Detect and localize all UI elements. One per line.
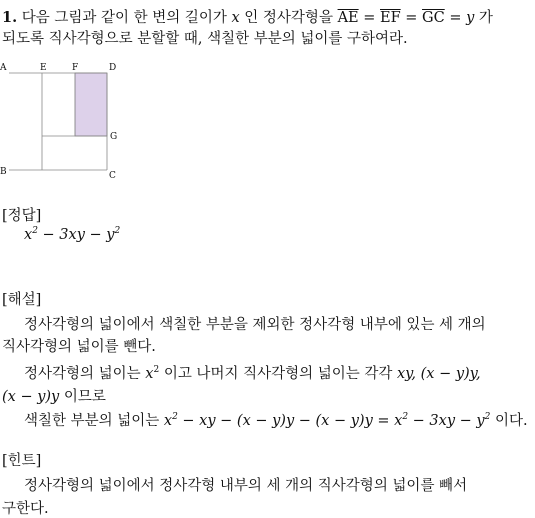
p3-sup3: 2 (484, 412, 491, 423)
label-g: G (110, 132, 118, 142)
p3-expr1: x (163, 413, 173, 429)
shaded-rectangle (75, 73, 107, 136)
explanation-p3 (24, 409, 528, 430)
label-d: D (109, 63, 117, 73)
p3-expr2: − xy − (x − y)y − (x − y)y = x (177, 413, 403, 429)
square-diagram (0, 60, 125, 182)
problem-text-a: 다음 그림과 같이 한 변의 길이가 (21, 10, 227, 26)
explanation-p2-line2 (2, 385, 106, 406)
p3-expression (164, 413, 490, 429)
p3-expr3: − 3xy − y (408, 413, 485, 429)
answer-expression (24, 227, 120, 243)
eq-1: = (363, 10, 376, 26)
label-b: B (0, 167, 7, 177)
label-a: A (0, 63, 7, 73)
problem-number: 1. (2, 9, 18, 26)
p2-terms: xy, (x − y)y, (396, 366, 481, 382)
figure (0, 60, 125, 182)
p2-x: x (145, 366, 154, 382)
answer-sup-b: 2 (114, 226, 121, 237)
explanation-p1-line2: 직사각형의 넓이를 뺀다. (2, 339, 156, 355)
explanation-p2-line1 (24, 362, 481, 383)
p2-line2-term: (x − y)y (2, 389, 60, 405)
answer-sup-a: 2 (32, 226, 38, 237)
hint-header: [힌트] (2, 453, 42, 469)
label-e: E (40, 63, 47, 73)
segment-ae: $\overline{AE}$ (337, 10, 359, 26)
label-f: F (72, 63, 79, 73)
eq-2: = (405, 10, 418, 26)
explanation-header: [해설] (2, 292, 42, 308)
answer-x: x (24, 227, 33, 243)
p2-sup: 2 (153, 365, 160, 376)
explanation-p1-line1: 정사각형의 넓이에서 색칠한 부분을 제외한 정사각형 내부에 있는 세 개의 (24, 317, 486, 333)
segment-gc: $\overline{GC}$ (422, 10, 445, 26)
answer-header: [정답] (2, 208, 42, 224)
p2-text-b: 이고 나머지 직사각형의 넓이는 각각 (163, 366, 393, 382)
label-c: C (109, 171, 116, 181)
p2-line2-end: 이므로 (63, 389, 106, 405)
p3-sup2: 2 (402, 412, 409, 423)
hint-line1: 정사각형의 넓이에서 정사각형 내부의 세 개의 직사각형의 넓이를 빼서 (24, 478, 468, 494)
hint-line2: 구한다. (2, 501, 49, 517)
p2-text-a: 정사각형의 넓이는 (24, 366, 141, 382)
p3-sup1: 2 (172, 412, 178, 423)
segment-ef: $\overline{EF}$ (380, 10, 401, 26)
problem-text-b: 인 정사각형을 (244, 10, 333, 26)
var-x: x (231, 10, 240, 26)
answer-rest: − 3xy − y (37, 227, 115, 243)
problem-line-1 (2, 6, 493, 27)
var-y: y (466, 10, 475, 26)
problem-text-c: 가 (478, 10, 493, 26)
p3-text-a: 색칠한 부분의 넓이는 (24, 413, 160, 429)
eq-3: = (449, 10, 462, 26)
problem-line-2: 되도록 직사각형으로 분할할 때, 색칠한 부분의 넓이를 구하여라. (2, 31, 408, 47)
p3-end: 이다. (494, 413, 528, 429)
